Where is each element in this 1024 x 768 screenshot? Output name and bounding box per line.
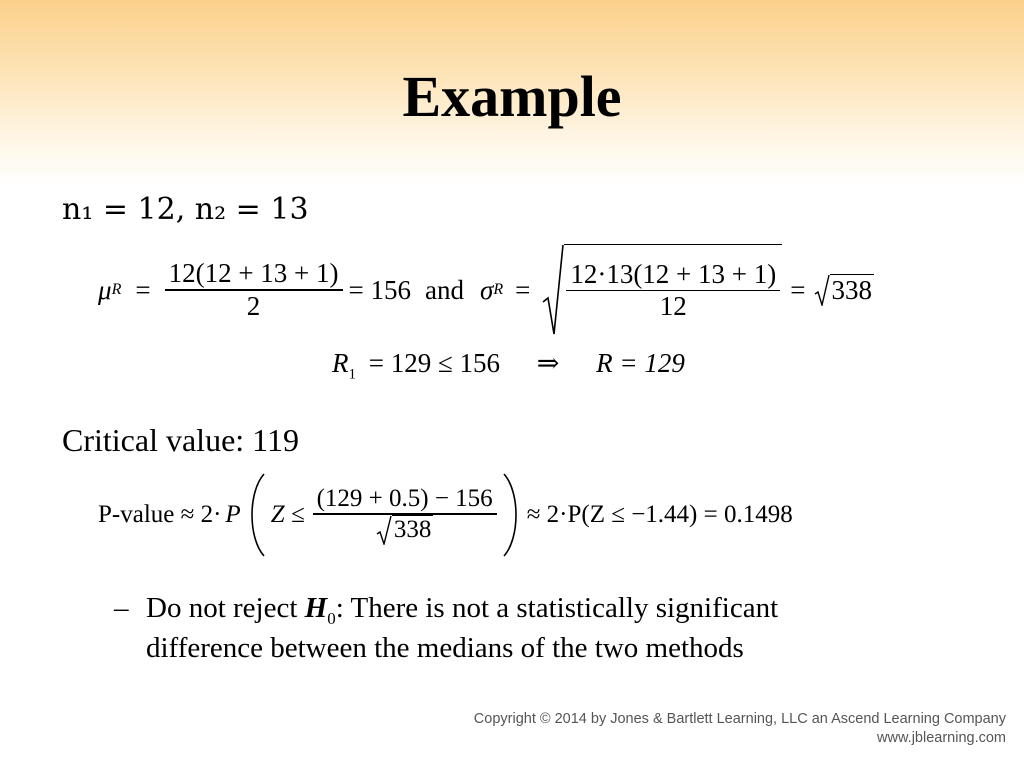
pvalue-denominator: [372, 515, 438, 545]
critical-value: Critical value: 119: [62, 422, 299, 458]
left-paren-icon: [245, 472, 267, 558]
pvalue-den-value: 338: [393, 515, 432, 543]
r1-symbol: R: [332, 348, 349, 378]
sigma-radical-body: [564, 244, 782, 336]
radical-sign-icon: [814, 274, 830, 306]
sigma-result-radical: [814, 274, 875, 306]
mean-sigma-formula: [98, 242, 874, 338]
sigma-denominator: 12: [659, 291, 687, 322]
right-paren-icon: [501, 472, 523, 558]
pvalue-label: P-value ≈ 2·: [98, 501, 222, 528]
radical-sign-icon: [376, 515, 392, 545]
bullet-line2: difference between the medians of the two methods: [146, 632, 744, 664]
sigma-result-equals: =: [790, 274, 806, 305]
bullet-H-sub: 0: [327, 608, 336, 628]
sample-sizes: [62, 190, 309, 230]
sigma-subscript: R: [493, 281, 504, 298]
sigma-radical: [542, 244, 782, 336]
sigma-result-value: 338: [831, 275, 872, 305]
r-result: R = 129: [596, 348, 685, 378]
sample-sizes-text: n₁ = 12, n₂ = 13: [62, 192, 309, 227]
mu-numerator: 12(12 + 13 + 1): [168, 258, 339, 289]
pvalue-formula: [98, 470, 793, 560]
equals-sign: =: [135, 274, 151, 305]
bullet-H: H: [304, 592, 328, 624]
sigma-fraction: [566, 259, 780, 323]
copyright-footer: [474, 710, 1006, 748]
slide-title: Example: [402, 64, 622, 129]
sigma-numerator: 12·13(12 + 13 + 1): [570, 258, 777, 289]
pvalue-Z: Z ≤: [270, 501, 305, 528]
equals-sign-2: =: [515, 274, 531, 305]
r1-value: = 129 ≤ 156: [368, 348, 501, 378]
mu-fraction: [165, 258, 343, 322]
bullet-dash: –: [114, 592, 129, 624]
pvalue-P: P: [225, 501, 241, 528]
mu-result: = 156: [348, 274, 411, 305]
conclusion-bullet: [114, 588, 779, 664]
implies-icon: ⇒: [536, 348, 560, 378]
radical-sign-icon: [542, 244, 564, 336]
mu-subscript: R: [111, 281, 122, 298]
website-url: www.jblearning.com: [877, 730, 1006, 746]
copyright-text: Copyright © 2014 by Jones & Bartlett Learning, LLC an Ascend Learning Company: [473, 711, 1006, 727]
sigma-symbol: σ: [479, 274, 494, 305]
mu-denominator: 2: [246, 290, 261, 321]
pvalue-numerator: (129 + 0.5) − 156: [316, 485, 493, 513]
bullet-pre: Do not reject: [146, 592, 305, 624]
mu-symbol: μ: [98, 274, 112, 305]
bullet-post: : There is not a statistically significant: [335, 592, 779, 624]
r1-subscript: 1: [348, 366, 356, 383]
pvalue-fraction: [313, 485, 497, 545]
pvalue-rest: ≈ 2·P(Z ≤ −1.44) = 0.1498: [526, 501, 793, 528]
r1-line: [332, 345, 685, 392]
and-word: and: [425, 274, 464, 305]
